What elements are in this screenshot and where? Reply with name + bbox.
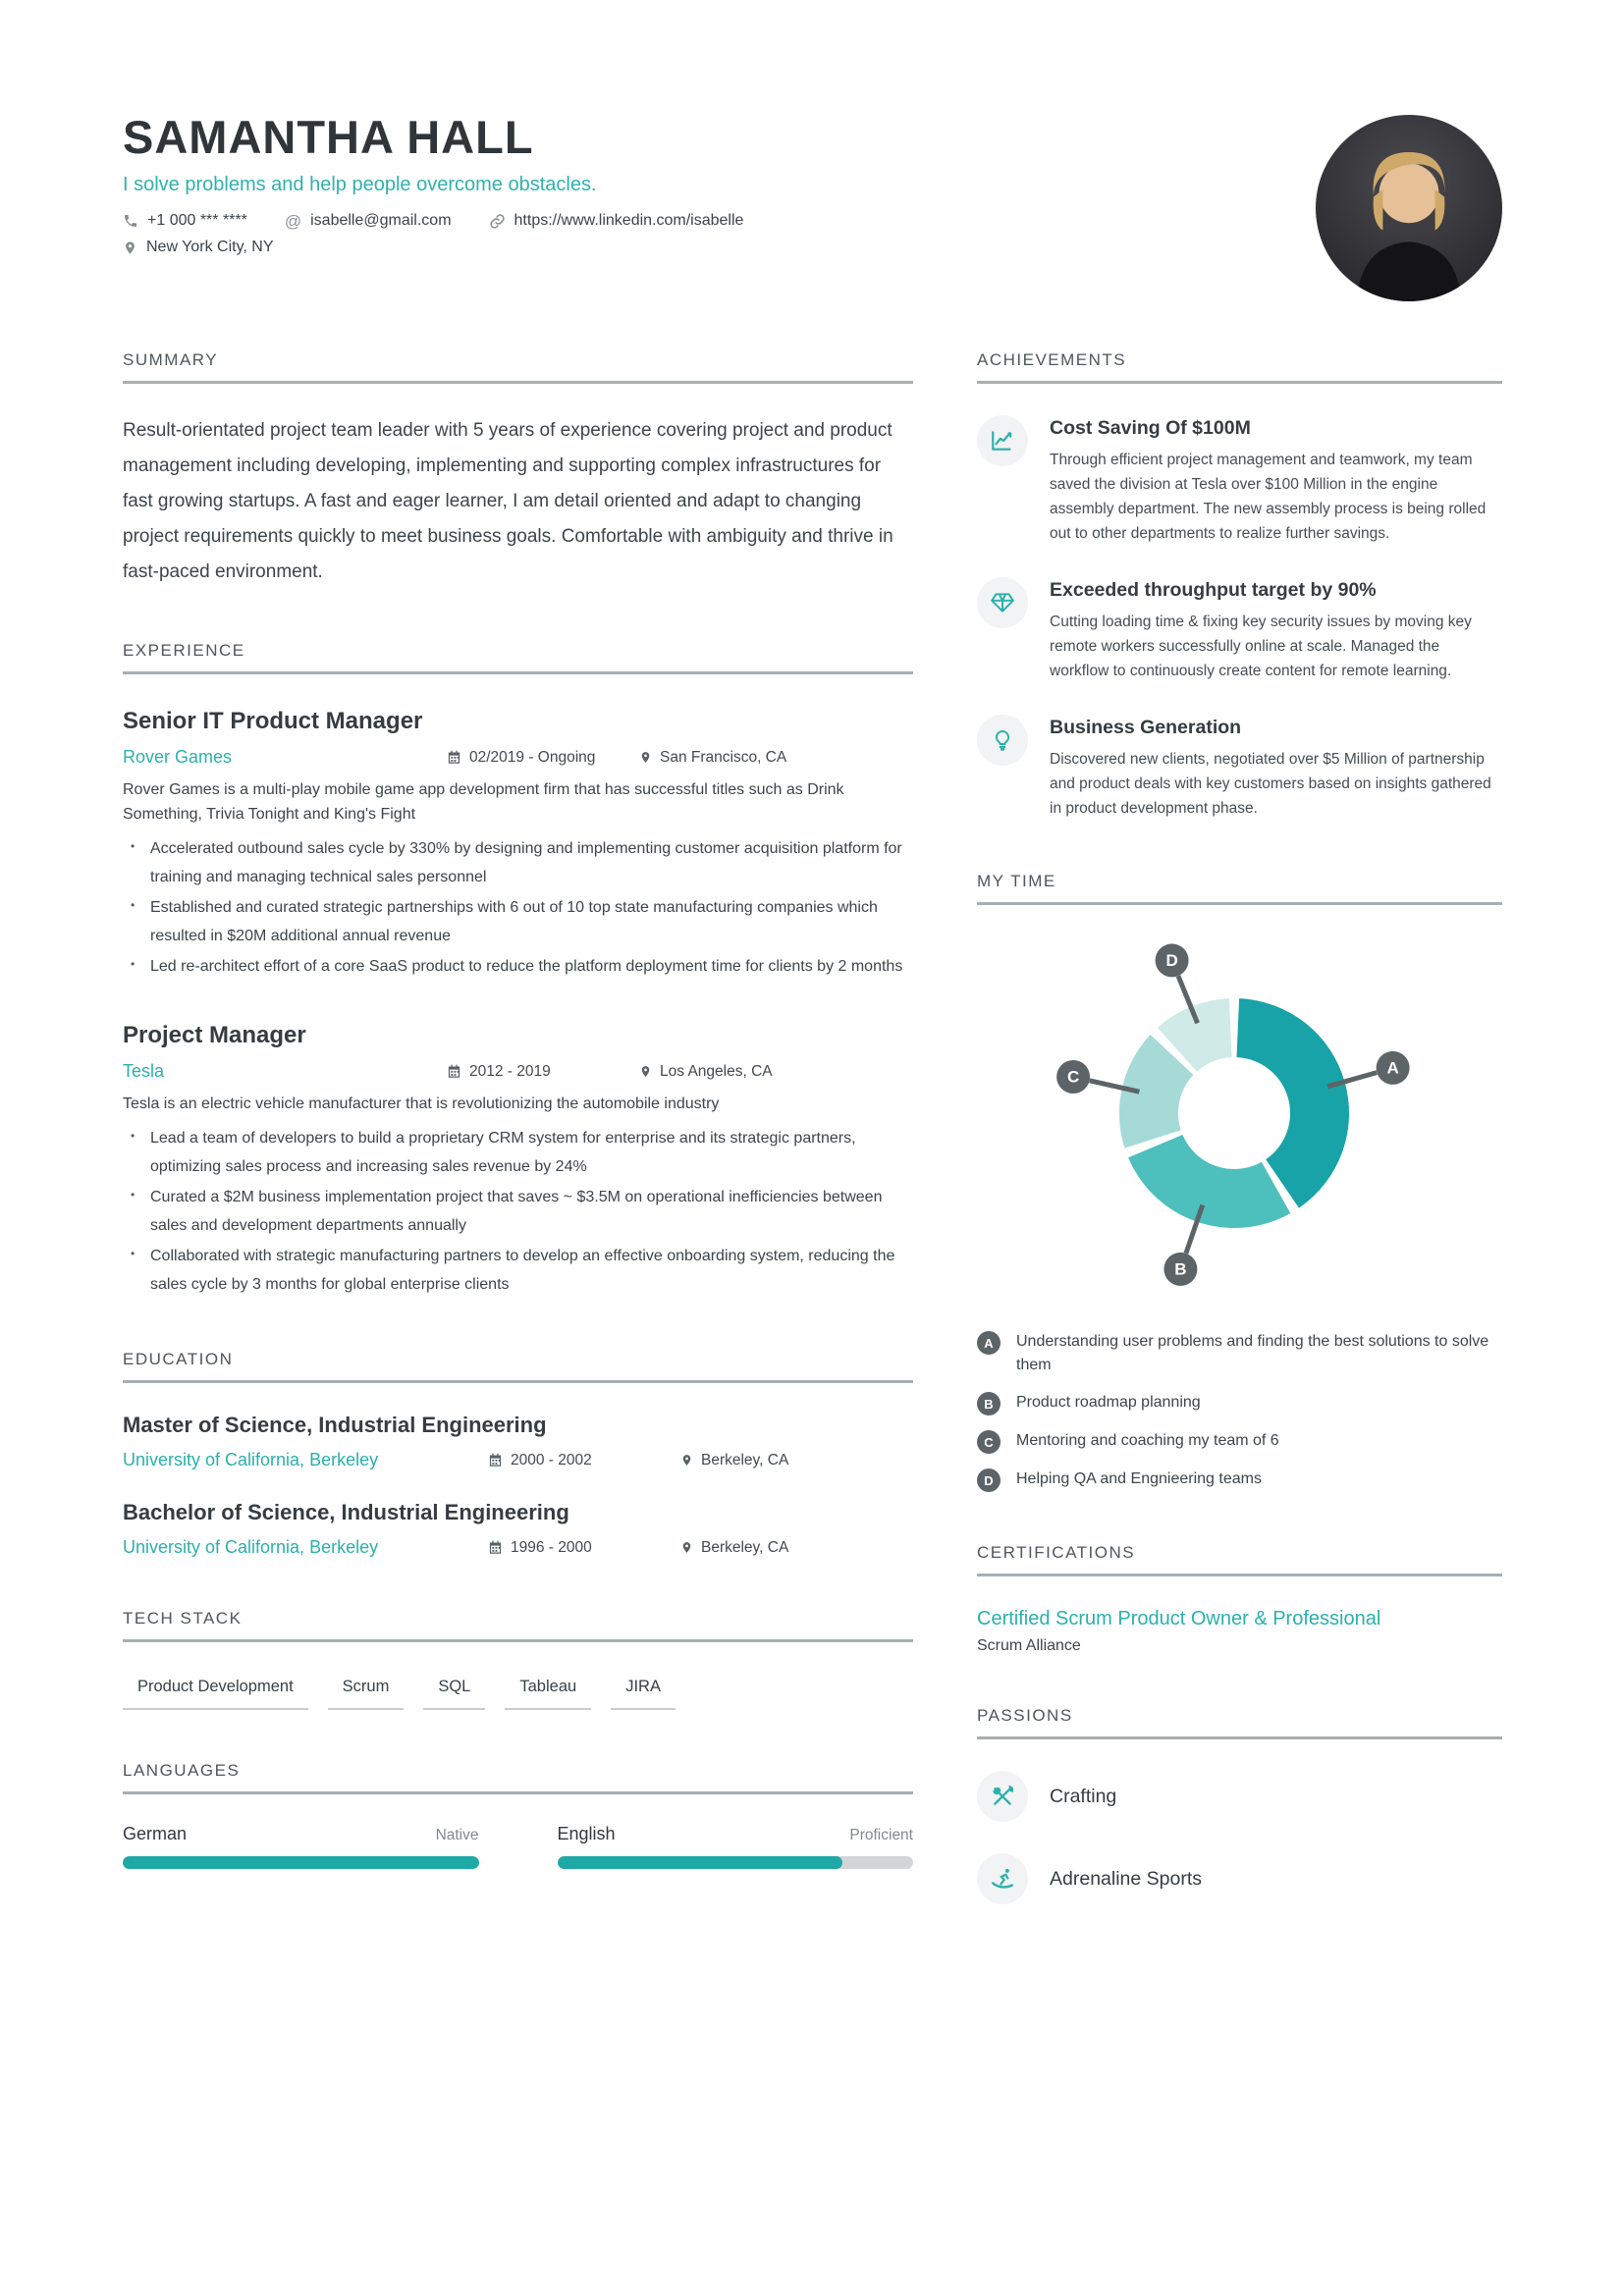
tech-stack-section <box>123 1609 913 1710</box>
bullet-item: • Established and curated strategic partnerships with 6 out of 10 top state manufacturing companies which resulted in $20M additional annual revenue <box>123 893 913 950</box>
email[interactable] <box>285 212 452 230</box>
location-pin-icon <box>639 1064 652 1079</box>
summary-heading: SUMMARY <box>123 350 913 384</box>
passion-icon-circle <box>977 1853 1028 1904</box>
job-meta <box>123 1061 913 1082</box>
degree-dates: 2000 - 2002 <box>488 1452 680 1469</box>
legend-item <box>977 1391 1502 1415</box>
calendar-icon <box>447 750 461 765</box>
diamond-icon <box>990 590 1015 615</box>
achievements-heading: ACHIEVEMENTS <box>977 350 1502 384</box>
language-progress-bar <box>123 1856 479 1869</box>
language-level: Proficient <box>849 1827 913 1843</box>
legend-item <box>977 1429 1502 1454</box>
my-time-heading: MY TIME <box>977 872 1502 905</box>
passion-item <box>977 1853 1502 1904</box>
legend-text: Mentoring and coaching my team of 6 <box>1016 1432 1279 1449</box>
crafting-tools-icon <box>990 1784 1015 1809</box>
job-meta <box>123 747 913 768</box>
job-title: Senior IT Product Manager <box>123 708 423 734</box>
bullet-item: • Lead a team of developers to build a proprietary CRM system for enterprise and its strategic partners, optimizing sales process and increasing sales revenue by 24% <box>123 1124 913 1181</box>
profile-photo-image <box>1316 115 1502 301</box>
school-link[interactable]: University of California, Berkeley <box>123 1537 379 1557</box>
snowboarder-icon <box>990 1866 1015 1892</box>
language-progress-fill <box>123 1856 479 1869</box>
calendar-icon <box>447 1064 461 1079</box>
achievement-title: Cost Saving Of $100M <box>1050 417 1251 439</box>
certifications-heading: CERTIFICATIONS <box>977 1543 1502 1576</box>
bullet-item: • Curated a $2M business implementation project that saves ~ $3.5M on operational inefficiencies between sales and development departments annually <box>123 1183 913 1240</box>
company-description: Rover Games is a multi-play mobile game app development firm that has successful titles such as Drink Something, Trivia Tonight and King's Fight <box>123 781 844 823</box>
achievement-item <box>977 577 1502 683</box>
degree-meta <box>123 1537 913 1558</box>
degree-location: Berkeley, CA <box>680 1452 788 1469</box>
tech-tag: Tableau <box>505 1678 591 1710</box>
tech-stack-heading: TECH STACK <box>123 1609 913 1642</box>
link-url: https://www.linkedin.com/isabelle <box>514 212 744 229</box>
passions-section <box>977 1706 1502 1904</box>
legend-text: Understanding user problems and finding the best solutions to solve them <box>1016 1333 1489 1373</box>
contact-row-1 <box>123 212 743 230</box>
header <box>123 110 1502 301</box>
job-bullets <box>123 1124 913 1299</box>
donut-chart-svg <box>977 919 1502 1311</box>
svg-text:C: C <box>1066 1067 1080 1087</box>
link-icon <box>489 213 506 230</box>
company-link[interactable]: Tesla <box>123 1061 165 1081</box>
contact-row-2 <box>123 239 743 256</box>
location <box>123 239 274 256</box>
location-pin-icon <box>639 750 652 765</box>
lightbulb-icon <box>991 728 1014 752</box>
languages-heading: LANGUAGES <box>123 1761 913 1794</box>
language-item <box>123 1824 479 1869</box>
achievement-body <box>1050 715 1502 821</box>
achievement-title: Exceeded throughput target by 90% <box>1050 579 1377 601</box>
job-entry <box>123 708 913 981</box>
achievement-icon-circle <box>977 415 1028 466</box>
achievement-body <box>1050 415 1502 546</box>
language-progress-fill <box>558 1856 842 1869</box>
company-link[interactable]: Rover Games <box>123 747 233 767</box>
degree-location: Berkeley, CA <box>680 1539 788 1557</box>
achievement-body <box>1050 577 1502 683</box>
legend-badge-c: C <box>977 1430 1001 1454</box>
degree-title: Bachelor of Science, Industrial Engineering <box>123 1500 569 1524</box>
certification-link[interactable]: Certified Scrum Product Owner & Professional <box>977 1608 1381 1629</box>
achievement-text: Through efficient project management and teamwork, my team saved the division at Tesla over $100 Million in the engine assembly department. The new assembly process is being rolled out to other departments to realize further savings. <box>1050 452 1487 542</box>
language-progress-bar <box>558 1856 914 1869</box>
header-text <box>123 110 743 256</box>
education-section <box>123 1350 913 1558</box>
passion-item <box>977 1771 1502 1822</box>
language-name: German <box>123 1824 188 1843</box>
experience-heading: EXPERIENCE <box>123 641 913 674</box>
job-location: Los Angeles, CA <box>639 1063 773 1081</box>
certification-item <box>977 1604 1502 1655</box>
achievement-item <box>977 415 1502 546</box>
job-dates: 2012 - 2019 <box>447 1063 639 1081</box>
tech-tag: Product Development <box>123 1678 308 1710</box>
degree-dates: 1996 - 2000 <box>488 1539 680 1557</box>
degree-entry <box>123 1500 913 1558</box>
location-pin-icon <box>680 1453 693 1468</box>
profile-link[interactable] <box>489 212 744 230</box>
legend-text: Product roadmap planning <box>1016 1394 1201 1411</box>
languages-section <box>123 1761 913 1869</box>
achievement-icon-circle <box>977 577 1028 628</box>
achievement-text: Cutting loading time & fixing key security issues by moving key remote workers successfully online at scale. Managed the workflow to continuously create content for remote learning. <box>1050 614 1472 679</box>
passion-label: Crafting <box>1050 1785 1117 1807</box>
location-pin-icon <box>123 240 137 256</box>
content-columns <box>123 350 1502 1904</box>
phone-icon <box>123 213 138 229</box>
location-pin-icon <box>680 1540 693 1555</box>
legend-item <box>977 1468 1502 1492</box>
legend-item <box>977 1330 1502 1377</box>
phone-number: +1 000 *** **** <box>147 212 247 229</box>
person-name: SAMANTHA HALL <box>123 111 534 163</box>
achievement-icon-circle <box>977 715 1028 766</box>
passions-heading: PASSIONS <box>977 1706 1502 1739</box>
tech-tag: JIRA <box>611 1678 676 1710</box>
trend-up-chart-icon <box>990 428 1015 454</box>
job-entry <box>123 1022 913 1299</box>
tech-stack-tags <box>123 1678 913 1710</box>
legend-text: Helping QA and Engnieering teams <box>1016 1470 1262 1487</box>
languages-list <box>123 1824 913 1869</box>
experience-section <box>123 641 913 1299</box>
degree-title: Master of Science, Industrial Engineering <box>123 1413 547 1437</box>
tech-tag: SQL <box>423 1678 485 1710</box>
phone <box>123 212 247 230</box>
at-icon: @ <box>284 211 302 231</box>
location-text: New York City, NY <box>146 239 274 255</box>
job-dates: 02/2019 - Ongoing <box>447 749 639 767</box>
time-legend <box>977 1330 1502 1492</box>
job-bullets <box>123 834 913 981</box>
education-heading: EDUCATION <box>123 1350 913 1383</box>
company-description: Tesla is an electric vehicle manufacturer that is revolutionizing the automobile industry <box>123 1095 720 1112</box>
achievements-section <box>977 350 1502 821</box>
svg-text:B: B <box>1174 1259 1187 1279</box>
summary-section <box>123 350 913 590</box>
passion-icon-circle <box>977 1771 1028 1822</box>
job-title: Project Manager <box>123 1022 306 1048</box>
passion-label: Adrenaline Sports <box>1050 1867 1203 1890</box>
bullet-item: • Led re-architect effort of a core SaaS product to reduce the platform deployment time for clients by 2 months <box>123 952 913 981</box>
right-column <box>977 350 1502 1904</box>
job-location: San Francisco, CA <box>639 749 786 767</box>
calendar-icon <box>488 1540 503 1555</box>
profile-photo <box>1316 115 1502 301</box>
achievement-text: Discovered new clients, negotiated over $5 Million of partnership and product deals with key customers based on insights gathered in product development phase. <box>1050 751 1491 817</box>
svg-text:A: A <box>1386 1058 1399 1078</box>
language-level: Native <box>435 1827 479 1843</box>
email-address: isabelle@gmail.com <box>310 212 452 229</box>
certifications-section <box>977 1543 1502 1655</box>
svg-text:D: D <box>1165 950 1178 970</box>
language-item <box>558 1824 914 1869</box>
degree-entry <box>123 1413 913 1470</box>
degree-meta <box>123 1450 913 1470</box>
summary-text: Result-orientated project team leader with 5 years of experience covering project and product management including developing, implementing and supporting complex infrastructures for fast growing startups. A fast and eager learner, I am detail oriented and adapt to changing project requirements quickly to meet business goals. Comfortable with ambiguity and thrive in fast-paced environment. <box>123 420 893 582</box>
my-time-section <box>977 872 1502 1492</box>
legend-badge-b: B <box>977 1392 1001 1415</box>
tech-tag: Scrum <box>328 1678 405 1710</box>
calendar-icon <box>488 1453 503 1468</box>
legend-badge-d: D <box>977 1468 1001 1492</box>
language-name: English <box>557 1824 616 1843</box>
achievement-item <box>977 715 1502 821</box>
left-column <box>123 350 913 1904</box>
legend-badge-a: A <box>977 1331 1001 1355</box>
school-link[interactable]: University of California, Berkeley <box>123 1450 379 1469</box>
tagline: I solve problems and help people overcome obstacles. <box>123 174 597 195</box>
time-donut-chart <box>977 919 1502 1316</box>
achievement-title: Business Generation <box>1050 717 1242 738</box>
certification-org: Scrum Alliance <box>977 1637 1081 1654</box>
bullet-item: • Accelerated outbound sales cycle by 330% by designing and implementing customer acquisition platform for training and managing technical sales personnel <box>123 834 913 891</box>
bullet-item: • Collaborated with strategic manufacturing partners to develop an effective onboarding system, reducing the sales cycle by 3 months for global enterprise clients <box>123 1242 913 1299</box>
